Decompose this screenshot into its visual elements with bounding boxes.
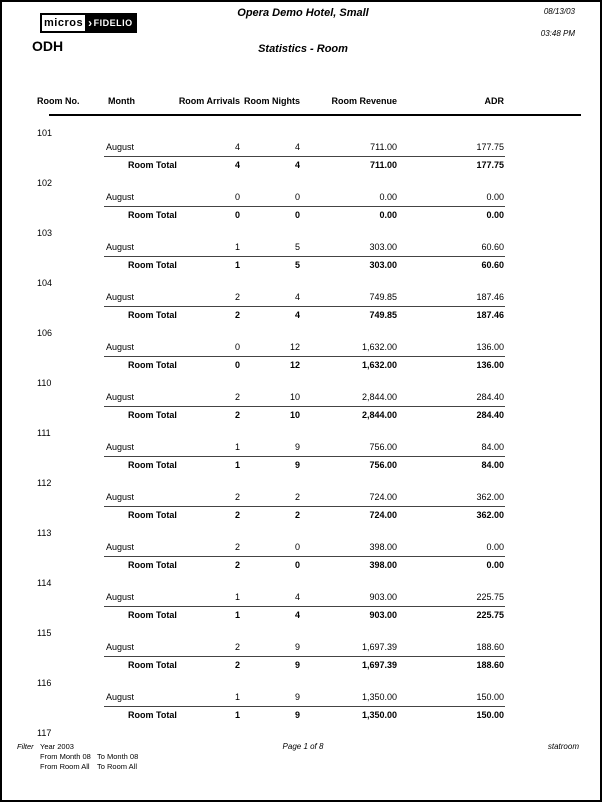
filter-month-range [40,752,138,762]
room-number: 103 [37,228,53,238]
month-label: August [106,642,135,652]
room-block [37,676,505,722]
spacer [37,140,104,154]
room-block [37,576,505,622]
room-total-label: Room Total [128,460,177,470]
total-nights-value: 0 [294,560,300,570]
total-arrivals-value: 0 [234,210,240,220]
adr-value: 136.00 [476,342,504,352]
room-arrivals-value: 1 [234,692,240,702]
room-total-label: Room Total [128,560,177,570]
month-data-row [37,140,504,154]
total-revenue-value: 303.00 [369,260,397,270]
month-label: August [106,242,135,252]
room-total-row [37,158,504,172]
total-nights-value: 2 [294,510,300,520]
spacer [37,340,104,354]
month-data-row [37,690,504,704]
room-nights-value: 2 [294,492,300,502]
room-number: 106 [37,328,53,338]
filter-from-month: From Month 08 [40,752,91,761]
spacer [37,308,104,322]
spacer [37,558,104,572]
total-arrivals-value: 1 [234,260,240,270]
month-label: August [106,192,135,202]
room-total-row [37,258,504,272]
room-total-label: Room Total [128,210,177,220]
total-separator-rule [104,156,505,157]
room-arrivals-value: 4 [234,142,240,152]
room-number: 112 [37,478,52,488]
spacer [37,490,104,504]
room-block [37,176,505,222]
room-revenue-value: 1,697.39 [361,642,397,652]
total-adr-value: 0.00 [486,560,504,570]
total-nights-value: 4 [294,610,300,620]
room-total-row [37,408,504,422]
room-total-row [37,308,504,322]
total-adr-value: 177.75 [476,160,504,170]
room-number-row [37,376,504,390]
total-arrivals-value: 4 [234,160,240,170]
report-title: Opera Demo Hotel, Small [237,7,369,19]
month-data-row [37,640,504,654]
spacer [37,658,104,672]
room-revenue-value: 903.00 [369,592,397,602]
room-total-label: Room Total [128,360,177,370]
total-nights-value: 4 [294,160,300,170]
room-nights-value: 4 [294,142,300,152]
total-arrivals-value: 2 [234,410,240,420]
spacer [37,508,104,522]
total-arrivals-value: 1 [234,610,240,620]
spacer [37,240,104,254]
room-arrivals-value: 2 [234,492,240,502]
total-revenue-value: 749.85 [369,310,397,320]
room-nights-value: 9 [294,692,300,702]
spacer [37,290,104,304]
month-label: August [106,442,135,452]
total-nights-value: 0 [294,210,300,220]
room-number-row [37,226,504,240]
adr-value: 150.00 [476,692,504,702]
room-number-row [37,276,504,290]
room-revenue-value: 724.00 [369,492,397,502]
column-header-adr: ADR [484,96,504,106]
total-arrivals-value: 0 [234,360,240,370]
adr-value: 362.00 [476,492,504,502]
room-revenue-value: 0.00 [379,192,397,202]
month-data-row [37,440,504,454]
month-data-row [37,390,504,404]
room-revenue-value: 398.00 [369,542,397,552]
room-nights-value: 0 [294,542,300,552]
total-revenue-value: 711.00 [369,160,397,170]
room-number: 114 [37,578,52,588]
month-data-row [37,590,504,604]
total-nights-value: 9 [294,710,300,720]
total-revenue-value: 0.00 [379,210,397,220]
spacer [37,608,104,622]
spacer [37,708,104,722]
room-arrivals-value: 2 [234,542,240,552]
room-revenue-value: 749.85 [369,292,397,302]
room-number: 116 [37,678,52,688]
total-adr-value: 188.60 [476,660,504,670]
total-adr-value: 187.46 [476,310,504,320]
total-arrivals-value: 1 [234,710,240,720]
room-number: 113 [37,528,52,538]
total-separator-rule [104,406,505,407]
room-arrivals-value: 1 [234,242,240,252]
filter-room-range [40,762,138,772]
room-nights-value: 9 [294,642,300,652]
total-separator-rule [104,556,505,557]
room-nights-value: 9 [294,442,300,452]
total-separator-rule [104,606,505,607]
month-data-row [37,540,504,554]
page-number: Page 1 of 8 [282,742,324,751]
room-number-row [37,126,504,140]
adr-value: 177.75 [476,142,504,152]
room-block [37,326,505,372]
total-nights-value: 10 [289,410,300,420]
filter-year-value: Year 2003 [40,742,74,751]
adr-value: 225.75 [476,592,504,602]
room-nights-value: 10 [289,392,300,402]
total-separator-rule [104,506,505,507]
month-data-row [37,490,504,504]
total-nights-value: 5 [294,260,300,270]
spacer [37,690,104,704]
room-arrivals-value: 1 [234,442,240,452]
room-block [37,726,505,740]
room-arrivals-value: 2 [234,642,240,652]
spacer [37,258,104,272]
spacer [37,358,104,372]
room-block [37,626,505,672]
room-nights-value: 4 [294,592,300,602]
total-revenue-value: 724.00 [369,510,397,520]
room-block [37,476,505,522]
spacer [37,590,104,604]
room-revenue-value: 756.00 [369,442,397,452]
room-number-row [37,576,504,590]
spacer [37,458,104,472]
filter-from-room: From Room All [40,762,90,771]
total-nights-value: 9 [294,660,300,670]
adr-value: 284.40 [476,392,504,402]
room-number-row [37,726,504,740]
month-data-row [37,290,504,304]
spacer [37,390,104,404]
total-revenue-value: 398.00 [369,560,397,570]
spacer [37,208,104,222]
month-label: August [106,692,135,702]
month-label: August [106,592,135,602]
total-adr-value: 84.00 [481,460,504,470]
room-number: 101 [37,128,53,138]
adr-value: 60.60 [481,242,504,252]
room-number-row [37,176,504,190]
total-separator-rule [104,306,505,307]
room-total-row [37,358,504,372]
room-total-label: Room Total [128,260,177,270]
room-total-label: Room Total [128,510,177,520]
month-label: August [106,392,135,402]
room-total-label: Room Total [128,610,177,620]
logo-micros-text: micros [40,13,87,33]
total-adr-value: 225.75 [476,610,504,620]
room-total-label: Room Total [128,410,177,420]
total-arrivals-value: 2 [234,560,240,570]
room-total-row [37,458,504,472]
room-arrivals-value: 2 [234,292,240,302]
spacer [37,158,104,172]
room-arrivals-value: 0 [234,192,240,202]
room-total-label: Room Total [128,160,177,170]
total-revenue-value: 1,350.00 [361,710,397,720]
room-number-row [37,476,504,490]
total-adr-value: 284.40 [476,410,504,420]
room-block [37,526,505,572]
total-separator-rule [104,256,505,257]
room-number: 117 [37,728,52,738]
room-number-row [37,526,504,540]
room-number-row [37,326,504,340]
room-total-row [37,658,504,672]
total-separator-rule [104,456,505,457]
hotel-code: ODH [32,38,64,54]
room-number: 104 [37,278,53,288]
room-nights-value: 4 [294,292,300,302]
room-revenue-value: 1,350.00 [361,692,397,702]
month-label: August [106,342,135,352]
adr-value: 187.46 [476,292,504,302]
total-revenue-value: 903.00 [369,610,397,620]
room-block [37,126,505,172]
room-revenue-value: 303.00 [369,242,397,252]
total-separator-rule [104,706,505,707]
room-arrivals-value: 2 [234,392,240,402]
room-block [37,376,505,422]
month-data-row [37,190,504,204]
room-revenue-value: 711.00 [370,142,397,152]
spacer [37,640,104,654]
arrow-right-icon: › [88,16,93,30]
room-nights-value: 5 [294,242,300,252]
room-revenue-value: 1,632.00 [361,342,397,352]
total-separator-rule [104,656,505,657]
filter-to-room: To Room All [97,762,138,771]
room-total-row [37,208,504,222]
logo-fidelio-text: FIDELIO [93,18,133,28]
total-revenue-value: 1,697.39 [361,660,397,670]
room-total-label: Room Total [128,660,177,670]
column-header-room-arrivals: Room Arrivals [178,96,240,106]
room-number-row [37,626,504,640]
total-adr-value: 362.00 [476,510,504,520]
total-nights-value: 4 [294,310,300,320]
total-separator-rule [104,206,505,207]
room-number: 110 [37,378,52,388]
room-total-row [37,608,504,622]
report-id: statroom [547,742,579,751]
room-number: 111 [37,428,51,438]
room-number: 115 [37,628,52,638]
room-arrivals-value: 1 [234,592,240,602]
month-data-row [37,240,504,254]
room-total-row [37,558,504,572]
room-nights-value: 0 [294,192,300,202]
room-block [37,226,505,272]
room-number: 102 [37,178,53,188]
column-header-room-nights: Room Nights [244,96,300,106]
spacer [37,440,104,454]
month-data-row [37,340,504,354]
room-number-row [37,426,504,440]
room-total-row [37,508,504,522]
column-header-room-no: Room No. [37,96,80,106]
adr-value: 84.00 [481,442,504,452]
total-arrivals-value: 2 [234,660,240,670]
spacer [37,408,104,422]
filter-to-month: To Month 08 [97,752,139,761]
room-arrivals-value: 0 [234,342,240,352]
room-revenue-value: 2,844.00 [361,392,397,402]
room-block [37,426,505,472]
month-label: August [106,542,135,552]
filter-label: Filter [17,742,34,751]
adr-value: 0.00 [486,542,504,552]
adr-value: 188.60 [476,642,504,652]
adr-value: 0.00 [486,192,504,202]
column-header-month: Month [108,96,135,106]
total-adr-value: 150.00 [476,710,504,720]
total-adr-value: 60.60 [481,260,504,270]
room-total-label: Room Total [128,310,177,320]
total-revenue-value: 1,632.00 [361,360,397,370]
room-total-row [37,708,504,722]
spacer [37,540,104,554]
room-statistics-list [37,126,505,744]
table-header-rule [49,114,581,116]
total-nights-value: 12 [289,360,300,370]
table-header-row [37,96,504,106]
room-nights-value: 12 [289,342,300,352]
total-arrivals-value: 2 [234,310,240,320]
month-label: August [106,142,135,152]
print-time: 03:48 PM [540,29,575,38]
room-number-row [37,676,504,690]
total-arrivals-value: 2 [234,510,240,520]
total-arrivals-value: 1 [234,460,240,470]
month-label: August [106,292,135,302]
total-nights-value: 9 [294,460,300,470]
total-revenue-value: 2,844.00 [361,410,397,420]
total-separator-rule [104,356,505,357]
total-revenue-value: 756.00 [369,460,397,470]
month-label: August [106,492,135,502]
report-subtitle: Statistics - Room [258,43,348,55]
total-adr-value: 0.00 [486,210,504,220]
room-block [37,276,505,322]
room-total-label: Room Total [128,710,177,720]
column-header-room-revenue: Room Revenue [331,96,397,106]
spacer [37,190,104,204]
print-date: 08/13/03 [543,7,575,16]
total-adr-value: 136.00 [476,360,504,370]
